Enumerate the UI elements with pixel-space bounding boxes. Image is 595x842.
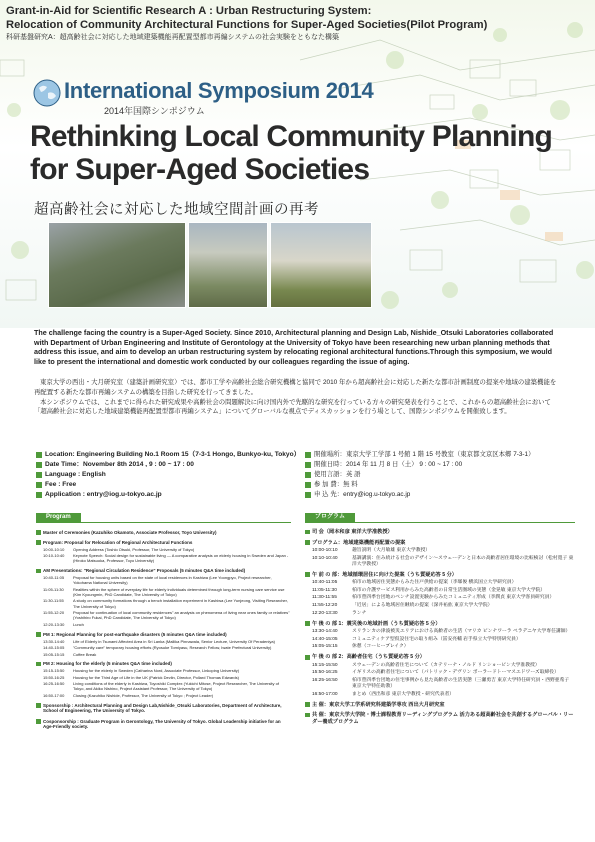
program-item: まとめ（西出和彦 東京大学教授・研究代表者） (352, 691, 455, 697)
program-item: Closing (Kazuhiko Nishide, Professor, The University of Tokyo ; Project Leader) (73, 692, 214, 698)
program-time: 11:30-11:55 (43, 598, 64, 604)
program-item: イギリスの高齢者住宅について（パトリック・デヴリン ポーラードトーマスエドワーズ取締役） (352, 670, 559, 676)
program-time: 11:30-11:55 (312, 595, 337, 601)
program-item: Housing for the Third Age of Life in the UK (Patrick Devlin, Director, Pollard Thomas Edwards) (73, 674, 239, 680)
program-row (305, 670, 575, 676)
grant-title-line2: Relocation of Community Architectural Functions for Super-Aged Societies(Pilot Program) (6, 19, 488, 31)
program-time: 15:50-16:25 (312, 670, 338, 676)
program-time: 16:25-16:50 (312, 677, 338, 683)
program-row (305, 678, 575, 690)
sponsor-text: Sponsorship : Architectural Planning and Design Lab,Nishide_Otsuki Laboratories, Department of Architecture, School of Engineering, The University of Tokyo. (43, 702, 282, 714)
info-jp-location (305, 450, 575, 460)
program-time: 11:55-12:20 (43, 610, 65, 616)
program-section-heading (305, 529, 575, 535)
square-bullet-icon (305, 540, 310, 545)
program-divider-japanese (305, 522, 575, 523)
program-time: 10:10-10:40 (312, 555, 338, 561)
info-location (36, 450, 301, 460)
program-row (36, 547, 291, 552)
program-section-heading (36, 661, 291, 667)
symposium-subtitle-jp: 2014年国際シンポジウム (104, 106, 205, 116)
info-location-text: Location: Engineering Building No.1 Room 15（7-3-1 Hongo, Bunkyo-ku, Tokyo） (45, 451, 301, 458)
housing-estate-photo (270, 222, 372, 308)
info-jp-fee-text: 参 加 費：無 料 (314, 481, 358, 489)
program-item: スリランカの津波被災エリアにおける高齢者の生活（マリカ ピンナワーラ ペラデニヤ大学専任講師） (352, 628, 571, 634)
event-info-japanese (305, 450, 575, 500)
square-bullet-icon (36, 569, 41, 574)
program-row (36, 598, 291, 608)
main-title-jp: 超高齢社会に対応した地域空間計画の再考 (34, 202, 319, 218)
program-row (36, 645, 291, 650)
program-time: 10:40-11:05 (312, 579, 338, 585)
info-language (36, 470, 291, 480)
program-time: 13:30-14:40 (312, 628, 338, 634)
program-time: 13:30-14:40 (43, 638, 65, 644)
cosponsor-line (36, 719, 291, 730)
grant-title-jp: 科研基盤研究A：超高齢社会に対応した地域建築機能再配置型都市再編システムの社会実験をともなた構築 (6, 34, 339, 41)
program-section-heading-text: Program: Proposal for Relocation of Regional Architectural Functions (43, 539, 193, 545)
program-item: Opening Address (Toshio Otsuki, Professor, The University of Tokyo) (73, 546, 195, 552)
program-row (36, 652, 291, 657)
sponsor-text: 主 催：東京大学工学系研究科建築学専攻 西出大月研究室 (312, 701, 445, 708)
info-jp-language (305, 470, 575, 480)
info-jp-language-text: 使用言語：英 語 (314, 471, 361, 479)
program-row (36, 610, 291, 620)
square-bullet-icon (305, 472, 311, 478)
program-row (305, 663, 575, 669)
square-bullet-icon (36, 472, 42, 478)
program-section-heading-text: 午 後 の 部 1：震災後の地域計画（うち質疑応答 5 分） (312, 620, 441, 627)
program-divider-english (36, 522, 291, 523)
program-item: 柏市の地域居住実態からみた住戸供給の提案（李瑯俊 横浜国立大学研究員） (352, 579, 517, 585)
program-item: 趣旨説明（大月敏雄 東京大学教授） (352, 547, 431, 553)
program-time: 16:25-16:50 (43, 681, 65, 687)
program-item: 休憩（コーヒーブレイク） (352, 644, 409, 650)
program-japanese (305, 525, 575, 725)
program-time: 10:40-11:05 (43, 575, 65, 581)
program-time: 16:50-17:00 (43, 692, 65, 698)
program-tab-japanese: プログラム (305, 513, 355, 522)
program-row (305, 595, 575, 601)
square-bullet-icon (36, 462, 42, 468)
program-item: Living conditions of the elderly in Kashiwa, Toyoshiki Complex (Yukichi Mitose, Project Researcher, The University of Tokyo, and Akiko Nishino, Project Assistant Professor, The University of Tokyo) (73, 681, 279, 692)
square-bullet-icon (36, 540, 41, 545)
program-row (305, 611, 575, 617)
program-row (36, 639, 291, 644)
program-time: 10:10-10:40 (43, 553, 65, 559)
main-title-line1: Rethinking Local Community Planning (30, 120, 553, 153)
program-row (305, 603, 575, 609)
program-item: Housing for the elderly in Sweden (Catharina Nord, Associate Professor, Linkoping University) (73, 668, 240, 674)
info-jp-location-text: 開催場所：東京大学工学部 1 号館 1 階 15 号教室（東京都文京区本郷 7-3-1） (314, 451, 535, 458)
program-time: 16:50-17:00 (312, 691, 338, 697)
aerial-housing-photo (48, 222, 186, 308)
program-tab-english: Program (36, 513, 81, 522)
main-title-line2: for Super-Aged Societies (30, 153, 370, 186)
square-bullet-icon (305, 492, 311, 498)
info-date (36, 460, 291, 470)
cosponsor-line (305, 712, 575, 725)
info-fee (36, 480, 291, 490)
cosponsor-text: 共 催：東京大学大学院・博士課程教育リーディングプログラム 活力ある超高齢社会を共創するグローバル・リーダー養成プログラム (312, 712, 574, 725)
program-time: 11:55-12:20 (312, 602, 338, 608)
program-row (305, 556, 575, 568)
program-item: "Community care" temporary housing efforts (Ryosuke Tomiyasu, Research Fellow, Iwate Prefectural University) (73, 645, 272, 651)
program-item: 「近居」による地域居住継続の提案（深井祐紘 東京大学大学院） (352, 602, 493, 608)
square-bullet-icon (305, 572, 310, 577)
square-bullet-icon (36, 492, 42, 498)
program-section-heading-text: 午 後 の 部 2：高齢者住宅（うち質疑応答 5 分） (312, 654, 425, 661)
program-item: 柏市豊四季台団地のベンチ設置実験からみたコミュニティ形成（李潤貞 東京大学客員研究員） (352, 595, 555, 601)
program-section-heading (305, 572, 575, 578)
apartment-block-photo (188, 222, 268, 308)
square-bullet-icon (305, 452, 311, 458)
intro-japanese (34, 378, 562, 417)
info-fee-text: Fee : Free (45, 481, 77, 489)
program-row (36, 681, 291, 691)
program-time: 15:05-15:15 (312, 644, 338, 650)
program-item: Proposal for continuation of local community residences" an analysis on phenomena of living near ones family or relatives" (Yoshihiro Fukai, PhD Candidate, The University of Tokyo) (73, 610, 290, 621)
program-time: 10:00-10:10 (312, 547, 338, 553)
program-row (36, 587, 291, 597)
program-row (36, 622, 291, 627)
program-row (305, 580, 575, 586)
square-bullet-icon (305, 713, 310, 718)
intro-english: The challenge facing the country is a Super-Aged Society. Since 2010, Architectural planning and Design Lab, Nishide_Otsuki Laboratories collaborated with Department of Urban Engineering and Institute of Gerontology at the University of Tokyo have been researching new urban planning methods that address this issue, and aim to develop an urban restructuring system by relocating regional architectural functions.Through this symposium, we would like to present the international and domestic work conducted by our colleagues regarding the issue of aging. (34, 328, 554, 367)
program-item: スウェーデンの高齢者住宅について（カテリーナ・ノルド リンショーピン大学准教授） (352, 662, 540, 668)
program-section-heading-text: 司 会（岡本和彦 東洋大学准教授） (312, 529, 393, 536)
program-time: 12:20-13:30 (312, 610, 338, 616)
program-time: 15:15-15:50 (312, 662, 338, 668)
intro-jp-paragraph-1: 東京大学の西出・大月研究室（建築計画研究室）では、都市工学や高齢社会総合研究機構と協同で 2010 年から超高齢社会に対応した新たな都市計画制度の提案や地域の建築機能を再配置する新たな都市再編システムの構築を目指した研究を行ってきました。 (34, 379, 557, 396)
program-time: 15:50-16:25 (43, 674, 65, 680)
program-row (305, 629, 575, 635)
sponsor-line (36, 703, 291, 714)
square-bullet-icon (36, 632, 41, 637)
globe-logo-icon (32, 78, 62, 108)
program-item: Keynote Speech: Social design for sustainable living — A comparative analysis on elderly housing in Sweden and Japan - (Hiroko Matsuoka, Professor, Toyo University) (73, 553, 289, 564)
main-title (30, 120, 552, 186)
program-row (36, 575, 291, 585)
program-item: 柏市の介護サービス利用からみた高齢者の日常生活圏域の実態（金晃敏 東京大学大学院） (352, 587, 546, 593)
program-time: 10:00-10:10 (43, 546, 65, 552)
program-item: Life of Elderly in Tsunami Affected Area in Sri Lanka (Mallika Pinnawala, Senior Lecture, University Of Peradeniya) (73, 638, 275, 644)
program-row (36, 668, 291, 673)
program-section-heading (305, 621, 575, 627)
program-section-heading-text: PM 2: Housing for the elderly (5 minutes Q&A time included) (43, 661, 172, 667)
info-application-text: Application : entry@iog.u-tokyo.ac.jp (45, 491, 162, 499)
program-item: Lunch (73, 621, 84, 627)
program-section-heading (305, 654, 575, 660)
program-item: コミュニティケア型仮設住宅の取り組み（冨安亮輔 岩手県立大学特別研究員） (352, 636, 521, 642)
program-section-heading-text: 午 前 の 部：地域循環居住に向けた提案（うち質疑応答 5 分） (312, 571, 457, 578)
program-time: 11:05-11:30 (312, 587, 337, 593)
square-bullet-icon (305, 482, 311, 488)
square-bullet-icon (36, 452, 42, 458)
info-jp-date-text: 開催日時：2014 年 11 月 8 日（土） 9 : 00 ~ 17 : 00 (314, 461, 463, 469)
square-bullet-icon (305, 530, 310, 535)
program-item: Realities within the sphere of everyday life for elderly individuals determined through long-term nursing care service use (Kim Kyoungmin, PhD Candidate, The University of Tokyo) (73, 586, 285, 597)
info-language-text: Language : English (45, 471, 106, 479)
square-bullet-icon (36, 530, 41, 535)
square-bullet-icon (305, 462, 311, 468)
program-time: 15:15-15:50 (43, 668, 65, 674)
program-section-heading-text: PM 1: Regional Planning for post-earthquake disasters (5 minutes Q&A time included) (43, 631, 227, 637)
event-info-english (36, 450, 301, 500)
program-row (305, 637, 575, 643)
program-time: 14:40-15:05 (312, 636, 338, 642)
program-section-heading-text: Master of Ceremonies (Kazuhiko Okamoto, Associate Professor, Toyo University) (43, 529, 217, 535)
program-row (305, 588, 575, 594)
program-time: 11:05-11:30 (43, 586, 64, 592)
square-bullet-icon (36, 662, 41, 667)
program-section-heading (36, 540, 291, 546)
program-item: 柏市豊四季台団地の住宅事例から見た高齢者の生活実態（三瀬勇吉 東京大学特任研究員・西野亜希子 東京大学特任助教） (352, 677, 570, 689)
symposium-title: International Symposium 2014 (64, 78, 374, 103)
program-item: 基調講演：住み続ける社会のデザイン〜スウェーデンと日本の高齢者居住環境の比較検討（松村寛子 東洋大学教授） (352, 555, 574, 567)
program-time: 15:05-15:15 (43, 651, 65, 657)
program-row (36, 553, 291, 563)
square-bullet-icon (305, 702, 310, 707)
cosponsor-text: Cosponsorship : Graduate Program in Gerontology, The University of Tokyo. Global Leadership initiative for an Age-Friendly society. (43, 718, 281, 730)
sponsor-line (305, 702, 575, 708)
program-time: 14:40-15:05 (43, 645, 65, 651)
header-band (0, 0, 595, 328)
info-date-text: Date Time：November 8th 2014 , 9 : 00 ~ 17 : 00 (45, 461, 194, 469)
square-bullet-icon (305, 621, 310, 626)
program-item: ランチ (352, 610, 367, 616)
square-bullet-icon (305, 655, 310, 660)
program-row (305, 692, 575, 698)
program-item: A study on community formations through a bench installation experiment in Kashiwa (Lee Yunjeong, Visiting Researcher, The University of Tokyo) (73, 598, 288, 609)
info-jp-application-text: 申 込 先：entry@iog.u-tokyo.ac.jp (314, 491, 411, 499)
program-item: Proposal for housing units based on the state of local residences in Kashiwa (Lee Yoongpyo, Project researcher, Yokohama National University) (73, 575, 272, 586)
grant-title-line1: Grant-in-Aid for Scientific Research A : Urban Restructuring System: (6, 5, 372, 17)
program-section-heading-text: プログラム：地域建築機能再配置の提案 (312, 539, 406, 546)
program-row (305, 548, 575, 554)
info-jp-fee (305, 480, 575, 490)
program-row (305, 644, 575, 650)
intro-jp-paragraph-2: 本シンポジウムでは、これまでに得られた研究成果や高齢社会の問題解決に向け国内外で先駆的な研究を行っている方々の研究発表を行うことで、これからの超高齢社会において「超高齢社会に対応した地域建築機能再配置型都市再編システム」についてグローバルな視点でディスカッションを行う場として、国際シンポジウムを開催致します。 (34, 398, 551, 416)
grant-title (6, 4, 591, 32)
program-section-heading-text: AM Presentations: "Regional Circulation Residence" Proposals (5 minutes Q&A time included) (43, 568, 246, 574)
program-english (36, 525, 291, 730)
program-section-heading (36, 632, 291, 638)
program-row (36, 693, 291, 698)
program-time: 12:20-13:30 (43, 621, 65, 627)
program-section-heading (305, 540, 575, 546)
program-section-heading (36, 568, 291, 574)
info-application (36, 490, 291, 500)
square-bullet-icon (36, 482, 42, 488)
info-jp-date (305, 460, 575, 470)
info-jp-application (305, 490, 575, 500)
program-section-heading (36, 530, 291, 536)
program-row (36, 675, 291, 680)
program-item: Coffee Break (73, 651, 97, 657)
square-bullet-icon (36, 719, 41, 724)
square-bullet-icon (36, 703, 41, 708)
